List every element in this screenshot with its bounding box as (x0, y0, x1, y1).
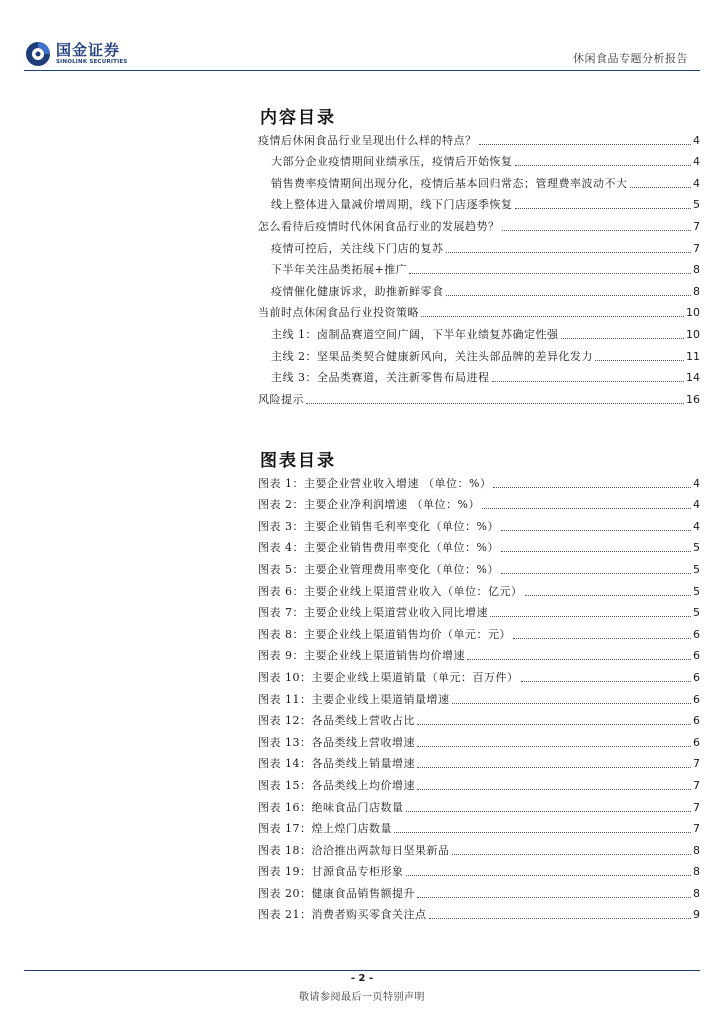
figure-entry[interactable] (258, 879, 700, 901)
toc-entry-page: 8 (693, 284, 700, 298)
toc-entry-text: 风险提示 (258, 392, 304, 406)
figure-entry[interactable] (258, 663, 700, 685)
dot-leader (406, 810, 692, 812)
page-number: - 2 - (350, 973, 374, 984)
toc-entry[interactable] (258, 191, 700, 213)
toc-entry-text: 疫情后休闲食品行业呈现出什么样的特点？ (258, 133, 477, 147)
figure-entry-page: 5 (693, 562, 700, 576)
figure-entry-text: 图表 17：煌上煌门店数量 (258, 822, 392, 836)
figure-entry-text: 图表 2：主要企业净利润增速 （单位：%） (258, 498, 480, 512)
report-title: 休闲食品专题分析报告 (573, 52, 688, 65)
figure-entry[interactable] (258, 620, 700, 642)
figures-title: 图表目录 (260, 451, 336, 471)
dot-leader (490, 615, 691, 617)
figure-entry[interactable] (258, 836, 700, 858)
figure-entry[interactable] (258, 534, 700, 556)
figure-entry-text: 图表 3：主要企业销售毛利率变化（单位：%） (258, 519, 499, 533)
toc-entry[interactable] (258, 234, 700, 256)
figure-entry[interactable] (258, 728, 700, 750)
dot-leader (630, 186, 692, 188)
dot-leader (446, 294, 692, 296)
figure-entry[interactable] (258, 599, 700, 621)
toc-entry-text: 疫情催化健康诉求，助推新鲜零食 (271, 284, 444, 298)
toc-entry-page: 5 (693, 198, 700, 212)
figure-entry-page: 4 (693, 519, 700, 533)
dot-leader (493, 486, 691, 488)
figure-entry-text: 图表 5：主要企业管理费用率变化（单位：%） (258, 562, 499, 576)
figure-entry-page: 6 (693, 714, 700, 728)
toc-entry[interactable] (258, 126, 700, 148)
toc-entry-page: 8 (693, 263, 700, 277)
dot-leader (502, 229, 692, 231)
dot-leader (417, 788, 691, 790)
dot-leader (595, 359, 684, 361)
toc-entry-page: 10 (686, 327, 700, 341)
toc-entry[interactable] (258, 342, 700, 364)
dot-leader (515, 207, 692, 209)
dot-leader (515, 164, 692, 166)
toc-entry[interactable] (258, 148, 700, 170)
toc-entry-page: 11 (686, 349, 700, 363)
toc-entry[interactable] (258, 299, 700, 321)
toc-entry[interactable] (258, 385, 700, 407)
toc-entry-text: 主线 2：坚果品类契合健康新风向，关注头部品牌的差异化发力 (271, 349, 593, 363)
figure-entry[interactable] (258, 555, 700, 577)
figure-entry[interactable] (258, 512, 700, 534)
figure-entry-page: 6 (693, 692, 700, 706)
dot-leader (501, 572, 691, 574)
toc-entry-text: 当前时点休闲食品行业投资策略 (258, 306, 419, 320)
figure-entry[interactable] (258, 815, 700, 837)
figure-entry-text: 图表 19：甘源食品专柜形象 (258, 865, 404, 879)
figure-entry-page: 5 (693, 606, 700, 620)
toc-entry-text: 下半年关注品类拓展+推广 (271, 263, 408, 277)
toc-entry-page: 4 (693, 155, 700, 169)
toc-entry[interactable] (258, 256, 700, 278)
figure-entry[interactable] (258, 469, 700, 491)
page-header (0, 0, 724, 70)
toc-entry-page: 7 (693, 219, 700, 233)
dot-leader (501, 529, 691, 531)
figure-entry-text: 图表 1：主要企业营业收入增速 （单位：%） (258, 476, 492, 490)
figure-entry-text: 图表 7：主要企业线上渠道营业收入同比增速 (258, 606, 488, 620)
dot-leader (452, 853, 692, 855)
figure-entry-text: 图表 21：消费者购买零食关注点 (258, 908, 427, 922)
figure-entry-page: 6 (693, 649, 700, 663)
toc-entry[interactable] (258, 169, 700, 191)
figure-entry-page: 7 (693, 822, 700, 836)
dot-leader (525, 594, 692, 596)
figure-entry-text: 图表 13：各品类线上营收增速 (258, 735, 415, 749)
logo-icon (24, 40, 52, 68)
toc-entry-page: 14 (686, 371, 700, 385)
figure-entry-page: 7 (693, 800, 700, 814)
figure-entry-text: 图表 16：绝味食品门店数量 (258, 800, 404, 814)
toc-entry-page: 4 (693, 176, 700, 190)
dot-leader (417, 766, 691, 768)
dot-leader (501, 550, 691, 552)
contents-list (258, 126, 700, 407)
header-divider (24, 70, 700, 71)
figure-entry[interactable] (258, 793, 700, 815)
dot-leader (406, 874, 692, 876)
dot-leader (417, 745, 691, 747)
figure-entry-text: 图表 4：主要企业销售费用率变化（单位：%） (258, 541, 499, 555)
toc-entry[interactable] (258, 212, 700, 234)
dot-leader (482, 507, 691, 509)
toc-entry-page: 7 (693, 241, 700, 255)
toc-entry-text: 主线 1：卤制品赛道空间广阔，下半年业绩复苏确定性强 (271, 327, 559, 341)
figure-entry-page: 6 (693, 735, 700, 749)
dot-leader (446, 251, 692, 253)
toc-entry-text: 主线 3：全品类赛道，关注新零售布局进程 (271, 371, 490, 385)
toc-entry-page: 16 (686, 392, 700, 406)
figure-entry-page: 6 (693, 670, 700, 684)
figure-entry-page: 9 (693, 908, 700, 922)
figure-entry-text: 图表 12：各品类线上营收占比 (258, 714, 415, 728)
figure-entry-text: 图表 18：洽洽推出两款每日坚果新品 (258, 843, 450, 857)
contents-title: 内容目录 (260, 108, 336, 128)
toc-entry-text: 线上整体进入量减价增周期，线下门店逐季恢复 (271, 198, 513, 212)
company-logo (24, 40, 127, 68)
dot-leader (394, 831, 691, 833)
figure-entry-page: 7 (693, 778, 700, 792)
dot-leader (429, 917, 692, 919)
figure-entry-text: 图表 14：各品类线上销量增速 (258, 757, 415, 771)
disclaimer-note: 敬请参阅最后一页特别声明 (299, 992, 425, 1003)
dot-leader (409, 272, 691, 274)
figure-entry[interactable] (258, 771, 700, 793)
dot-leader (467, 658, 691, 660)
figure-entry-text: 图表 15：各品类线上均价增速 (258, 778, 415, 792)
toc-entry-page: 10 (686, 306, 700, 320)
figure-entry-text: 图表 10：主要企业线上渠道销量（单元：百万件） (258, 670, 519, 684)
dot-leader (417, 723, 691, 725)
dot-leader (513, 637, 691, 639)
dot-leader (417, 896, 691, 898)
dot-leader (492, 380, 685, 382)
dot-leader (521, 680, 692, 682)
figures-list (258, 469, 700, 922)
dot-leader (479, 143, 692, 145)
figure-entry-page: 6 (693, 627, 700, 641)
figure-entry[interactable] (258, 491, 700, 513)
figure-entry-text: 图表 6：主要企业线上渠道营业收入（单位：亿元） (258, 584, 523, 598)
figure-entry[interactable] (258, 685, 700, 707)
toc-entry-text: 疫情可控后，关注线下门店的复苏 (271, 241, 444, 255)
toc-entry[interactable] (258, 320, 700, 342)
figure-entry-text: 图表 11：主要企业线上渠道销量增速 (258, 692, 450, 706)
figure-entry[interactable] (258, 901, 700, 923)
figure-entry-text: 图表 9：主要企业线上渠道销售均价增速 (258, 649, 465, 663)
figure-entry[interactable] (258, 642, 700, 664)
dot-leader (561, 337, 685, 339)
logo-cn-text: 国金证券 (56, 41, 121, 59)
figure-entry[interactable] (258, 707, 700, 729)
dot-leader (306, 402, 684, 404)
figure-entry-page: 5 (693, 541, 700, 555)
figure-entry-page: 8 (693, 886, 700, 900)
toc-entry[interactable] (258, 277, 700, 299)
toc-entry-page: 4 (693, 133, 700, 147)
figure-entry-page: 7 (693, 757, 700, 771)
toc-entry[interactable] (258, 364, 700, 386)
figure-entry[interactable] (258, 858, 700, 880)
figure-entry-page: 8 (693, 843, 700, 857)
figure-entry[interactable] (258, 750, 700, 772)
figure-entry-page: 4 (693, 498, 700, 512)
footer-divider (24, 970, 700, 971)
figure-entry-text: 图表 8：主要企业线上渠道销售均价（单元：元） (258, 627, 511, 641)
figure-entry-page: 4 (693, 476, 700, 490)
dot-leader (421, 315, 684, 317)
toc-entry-text: 大部分企业疫情期间业绩承压，疫情后开始恢复 (271, 155, 513, 169)
toc-entry-text: 怎么看待后疫情时代休闲食品行业的发展趋势？ (258, 219, 500, 233)
figure-entry[interactable] (258, 577, 700, 599)
toc-entry-text: 销售费率疫情期间出现分化，疫情后基本回归常态；管理费率波动不大 (271, 176, 628, 190)
figure-entry-page: 5 (693, 584, 700, 598)
figure-entry-text: 图表 20：健康食品销售额提升 (258, 886, 415, 900)
figure-entry-page: 8 (693, 865, 700, 879)
logo-en-text: SINOLINK SECURITIES (56, 59, 128, 65)
dot-leader (452, 702, 692, 704)
